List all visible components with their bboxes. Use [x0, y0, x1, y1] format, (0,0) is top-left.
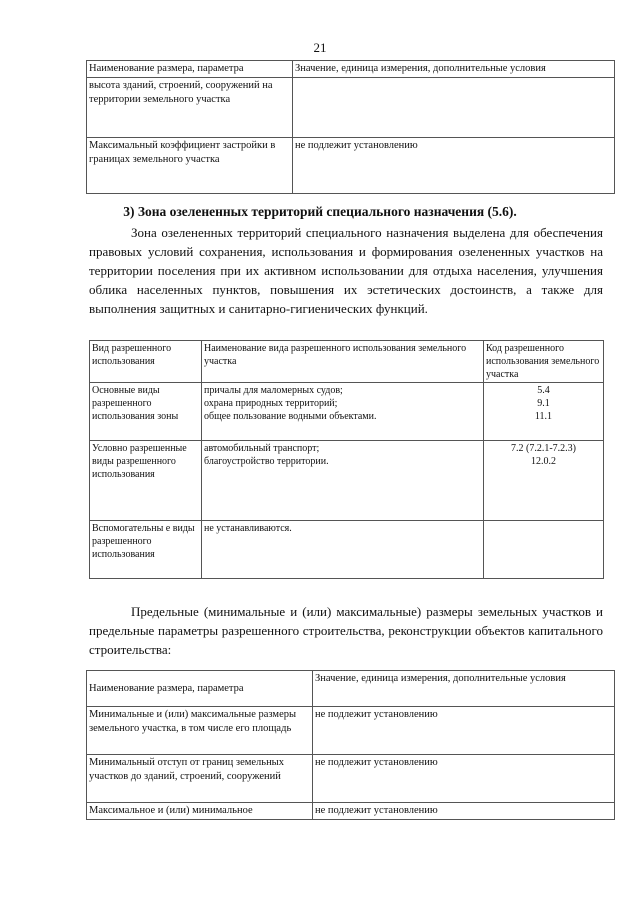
section-paragraph: Зона озелененных территорий специального назначения выделена для обеспечения правовых условий сохранения, использования и формирования озелененных участков на территории поселения при их активном использовании для отдыха населения, улучшения облика населенных пунктов, повышения их эстетических достоинств, а также для выполнения защитных и санитарно-гигиенических функций. [89, 225, 603, 316]
page-number: 21 [313, 40, 327, 55]
table-cell: высота зданий, строений, сооружений на территории земельного участка [87, 78, 293, 138]
table-header-row [87, 671, 615, 707]
header-cell: Значение, единица измерения, дополнительные условия [313, 671, 615, 707]
table-row [87, 755, 615, 803]
table-cell: Минимальный отступ от границ земельных участков до зданий, строений, сооружений [87, 755, 313, 803]
table-cell: 5.4 9.1 11.1 [484, 383, 604, 441]
header-cell: Значение, единица измерения, дополнительные условия [293, 61, 615, 78]
table-cell: Максимальный коэффициент застройки в границах земельного участка [87, 138, 293, 194]
table-cell: не подлежит установлению [313, 803, 615, 820]
permitted-use-table [89, 340, 604, 579]
header-cell: Наименование размера, параметра [87, 61, 293, 78]
table-cell [484, 521, 604, 579]
header-cell: Наименование размера, параметра [87, 671, 313, 707]
table-header-row [87, 61, 615, 78]
table-cell: 7.2 (7.2.1-7.2.3) 12.0.2 [484, 441, 604, 521]
table-cell: причалы для маломерных судов; охрана природных территорий; общее пользование водными объектами. [202, 383, 484, 441]
table-cell: не подлежит установлению [293, 138, 615, 194]
table-row [87, 78, 615, 138]
table-cell: Условно разрешенные виды разрешенного использования [90, 441, 202, 521]
table-cell [293, 78, 615, 138]
table-cell: не устанавливаются. [202, 521, 484, 579]
table-cell: не подлежит установлению [313, 755, 615, 803]
table-cell: Минимальные и (или) максимальные размеры земельного участка, в том числе его площадь [87, 707, 313, 755]
table-row [90, 521, 604, 579]
section-heading: 3) Зона озелененных территорий специального назначения (5.6). [123, 204, 517, 219]
header-cell: Наименование вида разрешенного использования земельного участка [202, 341, 484, 383]
table-header-row [90, 341, 604, 383]
table-row [90, 383, 604, 441]
table-cell: Вспомогательны е виды разрешенного использования [90, 521, 202, 579]
table-cell: автомобильный транспорт; благоустройство территории. [202, 441, 484, 521]
parameters-table-top [86, 60, 615, 194]
limits-paragraph: Предельные (минимальные и (или) максимальные) размеры земельных участков и предельные параметры разрешенного строительства, реконструкции объектов капитального строительства: [89, 604, 603, 657]
header-cell: Вид разрешенного использования [90, 341, 202, 383]
table-row [87, 803, 615, 820]
table-row [87, 707, 615, 755]
table-cell: Основные виды разрешенного использования зоны [90, 383, 202, 441]
header-cell: Код разрешенного использования земельного участка [484, 341, 604, 383]
parameters-table-bottom [86, 670, 615, 820]
table-cell: Максимальное и (или) минимальное [87, 803, 313, 820]
table-cell: не подлежит установлению [313, 707, 615, 755]
table-row [90, 441, 604, 521]
table-row [87, 138, 615, 194]
